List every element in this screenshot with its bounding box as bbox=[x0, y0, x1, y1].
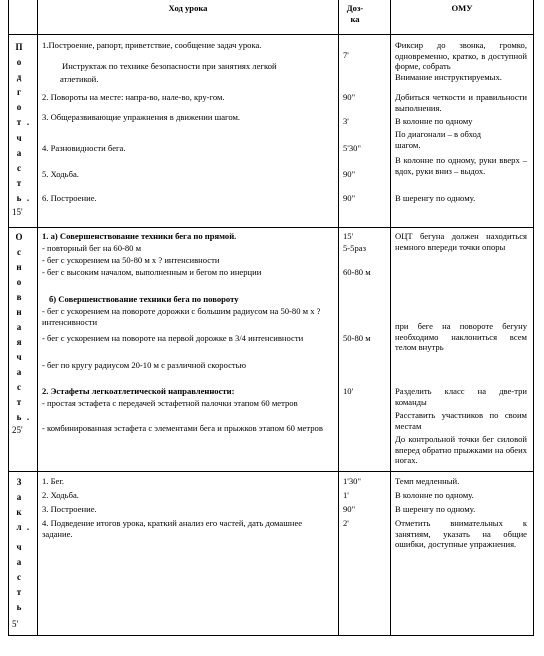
part2-note-5: До контрольной точки бег силовой вперед обратно прыжками на обеих ногах. bbox=[395, 434, 527, 466]
part3-item-1: 1. Бег. bbox=[42, 476, 65, 486]
part2-a-item-2: - бег с ускорением на 50-80 м х ? интенсивности bbox=[42, 255, 220, 265]
header-dosage: Доз-ка bbox=[346, 3, 364, 24]
header-lesson-course: Ход урока bbox=[168, 3, 208, 13]
part2-c-title: 2. Эстафеты легкоатлетической направленности: bbox=[42, 386, 235, 396]
part1-bottom-border bbox=[8, 227, 534, 228]
part1-note-4: По диагонали – в обход bbox=[395, 129, 481, 139]
part1-dosage-1: 7' bbox=[343, 50, 349, 60]
table-border-right bbox=[533, 0, 534, 636]
part2-b-item-3: - бег по кругу радиусом 20-10 м с различной скоростью bbox=[42, 360, 247, 370]
part2-dosage-4: 50-80 м bbox=[343, 333, 371, 343]
part1-note-5: В колонне по одному, руки вверх – вдох, руки вниз – выдох. bbox=[395, 155, 527, 176]
table-border-left bbox=[8, 0, 9, 636]
part2-note-1: ОЦТ бегуна должен находиться немного впереди точки опоры bbox=[395, 231, 527, 252]
part1-duration: 15' bbox=[12, 207, 23, 217]
part1-note-1b: Внимание инструктируемых. bbox=[395, 72, 502, 82]
table-bottom-border bbox=[8, 635, 534, 636]
part2-a-item-3: - бег с высоким началом, выполненным и бегом по инерции bbox=[42, 267, 262, 277]
part2-c-item-2: - комбинированная эстафета с элементами бега и прыжков этапом 60 метров bbox=[42, 423, 323, 433]
part3-note-3: В шеренгу по одному. bbox=[395, 504, 476, 514]
part2-dosage-1: 15' bbox=[343, 231, 354, 241]
part2-bottom-border bbox=[8, 471, 534, 472]
part1-dosage-4: 5'30" bbox=[343, 143, 361, 153]
part1-item-6: 6. Построение. bbox=[42, 193, 97, 203]
part3-item-4: 4. Подведение итогов урока, краткий анализ его частей, дать домашнее задание. bbox=[42, 518, 303, 539]
part3-dosage-2: 1' bbox=[343, 490, 349, 500]
part3-dosage-3: 90" bbox=[343, 504, 356, 514]
part2-c-item-1: - простая эстафета с передачей эстафетной палочки этапом 60 метров bbox=[42, 398, 298, 408]
part1-item-1c: атлетикой. bbox=[60, 74, 99, 84]
part1-note-1: Фиксир до звонка, громко, одновременно, кратко, в доступной форме, собрать bbox=[395, 40, 527, 72]
part2-a-title: 1. а) Совершенствование техники бега по прямой. bbox=[42, 231, 237, 241]
part2-duration: 25' bbox=[12, 425, 23, 435]
part1-dosage-5: 90" bbox=[343, 169, 356, 179]
header-omu: ОМУ bbox=[451, 3, 473, 13]
part1-dosage-2: 90" bbox=[343, 92, 356, 102]
part2-dosage-2: 5-5раз bbox=[343, 243, 366, 253]
part2-b-item-2: - бег с ускорением на повороте на первой дорожке в 3/4 интенсивности bbox=[42, 333, 304, 343]
part2-b-item-1: - бег с ускорением на повороте дорожки с большим радиусом на 50-80 м х ? интенсивности bbox=[42, 306, 321, 327]
part1-item-3: 3. Общеразвивающие упражнения в движении шагом. bbox=[42, 112, 241, 122]
table-border-col2 bbox=[338, 0, 339, 636]
part1-dosage-3: 3' bbox=[343, 116, 349, 126]
part3-note-1: Темп медленный. bbox=[395, 476, 460, 486]
part2-a-item-1: - повторный бег на 60-80 м bbox=[42, 243, 142, 253]
part2-note-3: Разделить класс на две-три команды bbox=[395, 386, 527, 407]
part3-note-2: В колонне по одному. bbox=[395, 490, 474, 500]
part2-note-2: при беге на повороте бегуну необходимо наклониться всем телом внутрь bbox=[395, 321, 527, 353]
table-border-col3 bbox=[390, 0, 391, 636]
lesson-plan-page: Ход урока Доз-ка ОМУ П о д г о т . ч а с т ь . 15' 1.Построение, рапорт, приветствие, сообщение задач урока. Инструктаж по технике безопасности при занятиях легкой атлетикой. 2. Повороты на месте: напра-во, нале-во, кру-гом. 3. Общеразвивающие упражнения в движении шагом. 4. Разновидности бега. 5. Ходьба. 6. Построение. 7' 90" 3' 5'30" 90" 90" Фиксир до звонка, громко, одновременно, кратко, в доступной форме, собрать Внимание инструктируемых. Добиться четкости и правильности выполнения. В колонне по одному По диагонали – в обход шагом. В колонне по одному, руки вверх – вдох, руки вниз – выдох. В шеренгу по одному. О с н о в н а я ч а с т ь . 25' 1. а) Совершенствование техники бега по прямой. - повторный бег на 60-80 м - бег с ускорением на 50-80 м х ? интенсивности - бег с высоким началом, выполненным и бегом по инерции б) Совершенствование техники бега по повороту - бег с ускорением на повороте дорожки с большим радиусом на 50-80 м х ? интенсивности - бег с ускорением на повороте на первой дорожке в 3/4 интенсивности - бег по кругу радиусом 20-10 м с различной скоростью 2. Эстафеты легкоатлетической направленности: - простая эстафета с передачей эстафетной палочки этапом 60 метров - комбинированная эстафета с элементами бега и прыжков этапом 60 метров 15' 5-5раз 60-80 м 50-80 м 10' ОЦТ бегуна должен находиться немного впереди точки опоры при беге на повороте бегуну необходимо наклониться всем телом внутрь Разделить класс на две-три команды Расставить участников по своим местам До контрольной точки бег силовой вперед обратно прыжками на обеих ногах. З а к л . ч а с т ь 5' 1. Бег. 2. Ходьба. 3. Построение. 4. Подведение итогов урока, краткий анализ его частей, дать домашнее задание. 1'30" 1' 90" 2' Темп медленный. В колонне по одному. В шеренгу по одному. Отметить внимательных к занятиям, указать на общие ошибки, доступные упражнения. bbox=[0, 0, 544, 656]
part1-item-2: 2. Повороты на месте: напра-во, нале-во, кру-гом. bbox=[42, 92, 225, 102]
part1-note-2: Добиться четкости и правильности выполнения. bbox=[395, 92, 527, 113]
part3-item-2: 2. Ходьба. bbox=[42, 490, 79, 500]
part1-item-5: 5. Ходьба. bbox=[42, 169, 79, 179]
part3-dosage-1: 1'30" bbox=[343, 476, 361, 486]
part1-item-4: 4. Разновидности бега. bbox=[42, 143, 126, 153]
part3-duration: 5' bbox=[12, 619, 19, 629]
part2-b-title: б) Совершенствование техники бега по повороту bbox=[49, 294, 239, 304]
part2-dosage-3: 60-80 м bbox=[343, 267, 371, 277]
part2-note-4: Расставить участников по своим местам bbox=[395, 410, 527, 431]
header-bottom-border bbox=[8, 34, 534, 35]
table-border-col1 bbox=[37, 0, 38, 636]
part1-dosage-6: 90" bbox=[343, 193, 356, 203]
part3-note-4: Отметить внимательных к занятиям, указать на общие ошибки, доступные упражнения. bbox=[395, 518, 527, 550]
part1-note-4b: шагом. bbox=[395, 140, 421, 150]
part2-dosage-5: 10' bbox=[343, 386, 354, 396]
part3-dosage-4: 2' bbox=[343, 518, 349, 528]
part1-note-3: В колонне по одному bbox=[395, 116, 473, 126]
part1-item-1: 1.Построение, рапорт, приветствие, сообщение задач урока. bbox=[42, 40, 262, 50]
part3-item-3: 3. Построение. bbox=[42, 504, 97, 514]
part1-note-6: В шеренгу по одному. bbox=[395, 193, 476, 203]
part1-item-1b: Инструктаж по технике безопасности при занятиях легкой bbox=[62, 61, 277, 71]
